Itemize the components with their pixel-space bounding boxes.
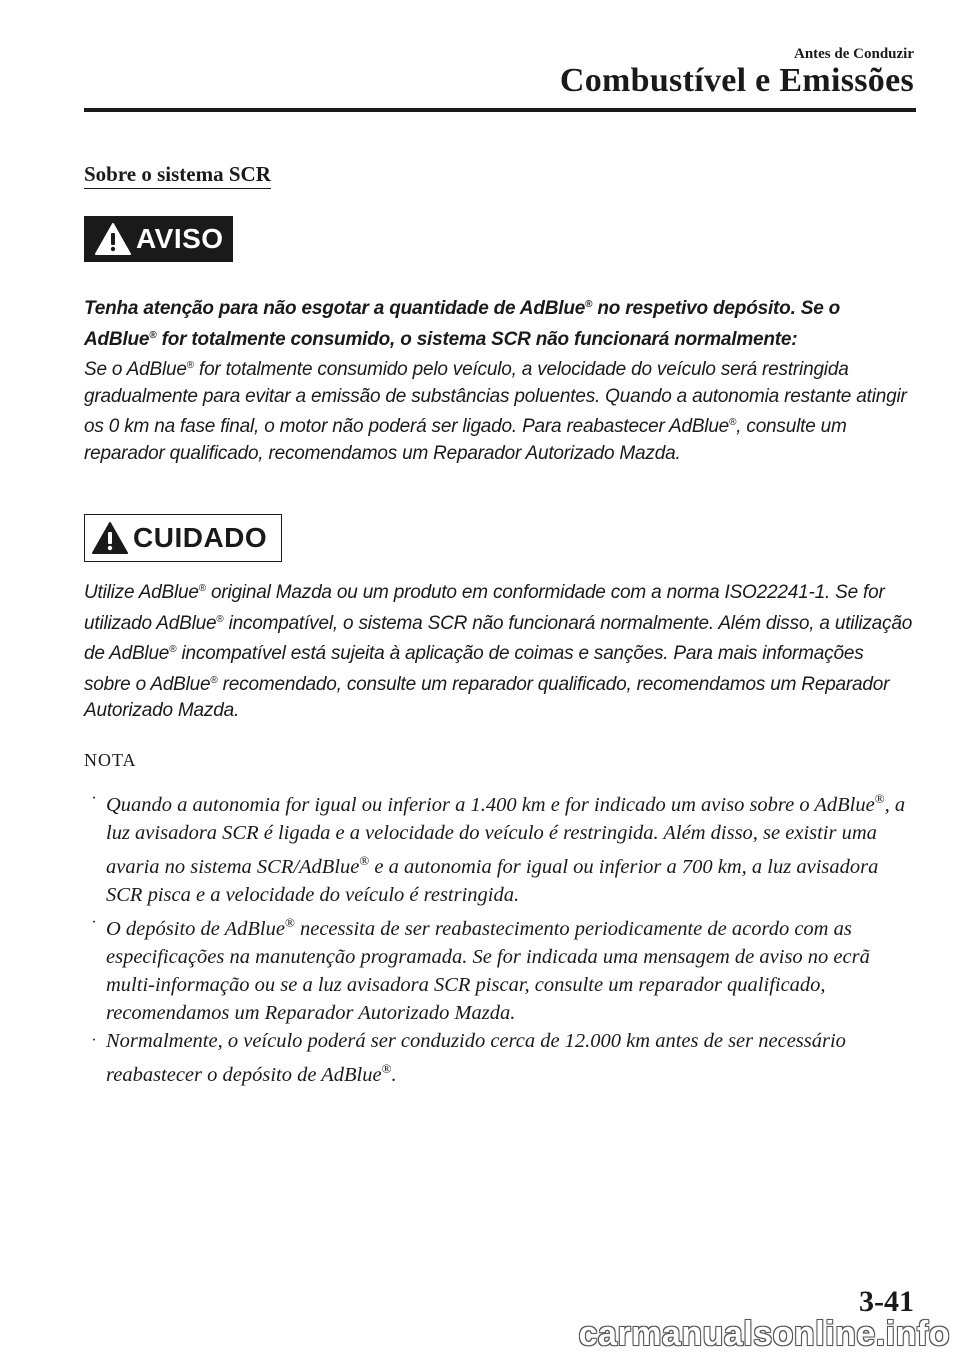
- aviso-badge: [84, 216, 233, 262]
- nota-title: NOTA: [84, 750, 137, 770]
- bullet: ·: [91, 914, 97, 931]
- bullet: ·: [91, 790, 97, 807]
- warning-triangle-icon: [94, 222, 132, 256]
- aviso-bold-statement: Tenha atenção para não esgotar a quantidade de AdBlue® no respetivo depósito. Se o AdBlue® for totalmente consumido, o sistema SCR não funcionará normalmente:: [84, 298, 841, 350]
- aviso-label: AVISO: [136, 223, 224, 254]
- bullet: ·: [91, 1032, 97, 1049]
- aviso-body: Se o AdBlue® for totalmente consumido pelo veículo, a velocidade do veículo será restringida gradualmente para evitar a emissão de substâncias poluentes. Quando a autonomia restante atingir os 0 km na fase final, o motor não poderá ser ligado. Para reabastecer AdBlue®, consulte um reparador qualificado, recomendamos um Reparador Autorizado Mazda.: [84, 359, 907, 464]
- page-chapter-title: Combustível e Emissões: [559, 62, 914, 99]
- list-item: [84, 785, 914, 909]
- section-title: Sobre o sistema SCR: [84, 162, 271, 189]
- cuidado-body: Utilize AdBlue® original Mazda ou um produto em conformidade com a norma ISO22241-1. Se for utilizado AdBlue® incompatível, o sistema SCR não funcionará normalmente. Além disso, a utilização de AdBlue® incompatível está sujeita à aplicação de coimas e sanções. Para mais informações sobre o AdBlue® recomendado, consulte um reparador qualificado, recomendamos um Reparador Autorizado Mazda.: [84, 582, 913, 721]
- header-divider: [84, 108, 916, 112]
- aviso-text: [84, 292, 914, 467]
- cuidado-text: [84, 576, 914, 725]
- list-item: [84, 909, 914, 1027]
- watermark: carmanualsonline.info: [578, 1315, 950, 1353]
- nota-item-text: O depósito de AdBlue® necessita de ser reabastecimento periodicamente de acordo com as especificações na manutenção programada. Se for indicada uma mensagem de aviso no ecrã multi-informação ou se a luz avisadora SCR piscar, consulte um reparador qualificado, recomendamos um Reparador Autorizado Mazda.: [106, 915, 870, 1024]
- page-number: 3-41: [859, 1285, 914, 1318]
- list-item: [84, 1027, 914, 1089]
- warning-triangle-icon: [91, 521, 129, 555]
- cuidado-badge: [84, 514, 282, 562]
- nota-item-text: Quando a autonomia for igual ou inferior a 1.400 km e for indicado um aviso sobre o AdBlue®, a luz avisadora SCR é ligada e a velocidade do veículo é restringida. Além disso, se existir uma avaria no sistema SCR/AdBlue® e a autonomia for igual ou inferior a 700 km, a luz avisadora SCR pisca e a velocidade do veículo é restringida.: [106, 791, 906, 906]
- nota-list: [84, 785, 914, 1089]
- cuidado-label: CUIDADO: [133, 522, 268, 553]
- header-section-label: Antes de Conduzir: [793, 46, 914, 62]
- nota-item-text: Normalmente, o veículo poderá ser conduzido cerca de 12.000 km antes de ser necessário reabastecer o depósito de AdBlue®.: [106, 1030, 846, 1086]
